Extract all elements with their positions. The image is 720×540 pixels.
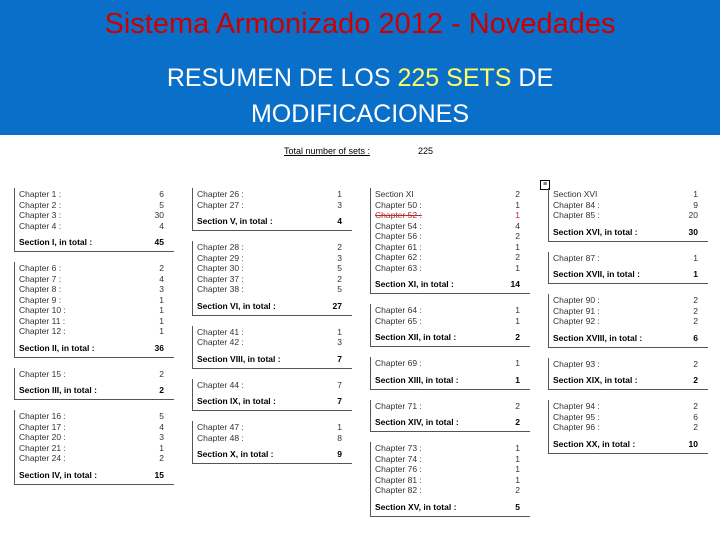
chapter-label: Chapter 41 : (197, 326, 244, 337)
chapter-row (197, 189, 352, 200)
chapter-label: Chapter 47 : (197, 422, 244, 432)
chapter-label: Chapter 37 : (197, 273, 244, 284)
chapter-count: 2 (337, 242, 342, 252)
chapter-label: Chapter 12 : (19, 326, 66, 336)
chapter-count: 5 (159, 411, 164, 421)
chapter-count: 1 (693, 252, 698, 263)
section-block (370, 188, 530, 294)
section-total-label: Section XII, in total : (375, 332, 457, 342)
chapter-label: Chapter 56 : (375, 231, 422, 241)
chapter-count: 5 (159, 199, 164, 210)
chapter-count: 2 (693, 305, 698, 316)
chapter-count: 1 (515, 315, 520, 326)
section-total-label: Section VI, in total : (197, 300, 276, 311)
chapter-row (19, 453, 174, 464)
chapter-row (375, 464, 530, 475)
subtitle-text-end: DE (511, 64, 554, 92)
section-block (548, 358, 708, 391)
column-4 (548, 188, 708, 464)
chapter-count: 30 (154, 210, 164, 220)
chapter-count: 1 (515, 474, 520, 485)
chapter-label: Chapter 6 : (19, 263, 62, 273)
section-block (192, 326, 352, 369)
chapter-count: 7 (337, 379, 342, 390)
chapter-label: Chapter 28 : (197, 242, 244, 252)
section-total-value: 10 (688, 438, 698, 449)
chapter-label: Chapter 1 : (19, 189, 62, 199)
page-subtitle (0, 60, 720, 132)
chapter-row (197, 433, 352, 444)
chapter-row (375, 221, 530, 232)
chapter-row (375, 252, 530, 263)
chapter-row (197, 327, 352, 338)
chapter-row (19, 274, 174, 285)
chapter-count: 2 (693, 358, 698, 369)
chapter-label: Chapter 92 : (553, 316, 600, 326)
chapter-label: Chapter 93 : (553, 358, 600, 369)
chapter-row (197, 242, 352, 253)
chapter-label: Chapter 7 : (19, 273, 62, 284)
chapter-label: Chapter 3 : (19, 210, 62, 220)
section-total-value: 14 (510, 279, 520, 289)
total-sets-value: 225 (418, 146, 434, 156)
chapter-label: Chapter 26 : (197, 189, 244, 199)
section-total-label: Section IV, in total : (19, 469, 98, 480)
chapter-row (197, 274, 352, 285)
section-total-row (197, 299, 352, 313)
section-total-label: Section XI, in total : (375, 279, 454, 289)
chapter-label: Chapter 30 : (197, 263, 244, 273)
chapter-label: Chapter 95 : (553, 411, 600, 422)
section-total-label: Section I, in total : (19, 237, 93, 247)
chapter-count: 2 (515, 485, 520, 495)
chapter-count: 1 (515, 262, 520, 273)
subtitle-sets: SETS (446, 64, 512, 92)
section-block (370, 357, 530, 390)
section-total-row (553, 437, 708, 451)
chapter-row (19, 221, 174, 232)
chapter-row (553, 422, 708, 433)
chapter-label: Chapter 21 : (19, 442, 66, 453)
section-total-value: 36 (154, 342, 164, 353)
chapter-row (19, 316, 174, 327)
chapter-row (553, 295, 708, 306)
section-total-label: Section XVI, in total : (553, 226, 638, 237)
chapter-label: Chapter 54 : (375, 220, 422, 231)
section-block (548, 252, 708, 285)
chapter-label: Chapter 38 : (197, 284, 244, 294)
chapter-label: Chapter 9 : (19, 294, 62, 305)
chapter-label: Chapter 94 : (553, 401, 600, 411)
chapter-count: 1 (337, 189, 342, 199)
chapter-row (553, 316, 708, 327)
section-total-value: 2 (693, 375, 698, 385)
chapter-row (553, 401, 708, 412)
section-total-row (375, 277, 530, 291)
section-total-value: 2 (159, 385, 164, 395)
section-total-label: Section IX, in total : (197, 396, 276, 406)
chapter-label: Chapter 8 : (19, 284, 62, 294)
section-total-row (197, 352, 352, 366)
section-block (548, 188, 708, 242)
chapter-row (375, 443, 530, 454)
chapter-row (19, 305, 174, 316)
chapter-row (375, 454, 530, 465)
chapter-row (197, 422, 352, 433)
section-total-value: 27 (332, 300, 342, 311)
chapter-label: Chapter 27 : (197, 199, 244, 210)
chapter-count: 4 (159, 220, 164, 231)
chapter-label: Chapter 71 : (375, 400, 422, 411)
section-total-label: Section X, in total : (197, 449, 274, 459)
section-total-value: 7 (337, 353, 342, 364)
chapter-row (375, 358, 530, 369)
chapter-label: Chapter 44 : (197, 379, 244, 390)
chapter-label: Chapter 17 : (19, 421, 66, 432)
section-total-row (19, 235, 174, 249)
chapter-count: 1 (693, 189, 698, 199)
chapter-count: 1 (159, 305, 164, 315)
chapter-row (375, 242, 530, 253)
section-total-row (375, 373, 530, 387)
section-block (14, 410, 174, 485)
section-total-value: 9 (337, 449, 342, 459)
section-total-value: 4 (337, 216, 342, 226)
chapter-count: 4 (159, 421, 164, 432)
chapter-row (19, 295, 174, 306)
section-block (370, 400, 530, 433)
chapter-count: 3 (159, 432, 164, 442)
section-block (548, 400, 708, 454)
section-block (14, 262, 174, 358)
chapter-row (375, 189, 530, 200)
chapter-count: 3 (337, 337, 342, 347)
chapter-count: 2 (693, 295, 698, 305)
chapter-count: 2 (515, 252, 520, 262)
chapter-row (553, 253, 708, 264)
chapter-label: Chapter 42 : (197, 337, 244, 347)
chapter-label: Chapter 48 : (197, 432, 244, 443)
chapter-count: 20 (688, 210, 698, 220)
section-total-label: Section XIX, in total : (553, 375, 638, 385)
chapter-row (19, 411, 174, 422)
section-total-value: 30 (688, 226, 698, 237)
chapter-label: Chapter 81 : (375, 474, 422, 485)
chapter-label: Chapter 64 : (375, 305, 422, 315)
section-total-value: 6 (693, 332, 698, 343)
section-total-value: 2 (515, 417, 520, 427)
section-total-row (19, 341, 174, 355)
chapter-count: 2 (159, 453, 164, 463)
section-total-row (375, 415, 530, 429)
chapter-row (19, 326, 174, 337)
chapter-label: Chapter 50 : (375, 199, 422, 210)
chapter-count: 3 (337, 252, 342, 263)
chapter-row (19, 369, 174, 380)
chapter-count: 1 (159, 294, 164, 305)
chapter-label: Section XVI (553, 189, 598, 199)
chapter-count: 4 (515, 220, 520, 231)
title-banner (0, 0, 720, 135)
section-total-value: 1 (515, 374, 520, 385)
section-total-row (553, 267, 708, 281)
chapter-row (19, 422, 174, 433)
chapter-label: Chapter 63 : (375, 262, 422, 273)
section-total-value: 45 (154, 237, 164, 247)
chapter-label: Section XI (375, 189, 414, 199)
chapter-row (197, 380, 352, 391)
section-total-row (375, 330, 530, 344)
chapter-row (375, 231, 530, 242)
section-total-row (19, 383, 174, 397)
chapter-row (553, 412, 708, 423)
section-block (14, 368, 174, 401)
section-block (548, 294, 708, 348)
section-total-row (197, 394, 352, 408)
chapter-row (375, 485, 530, 496)
section-total-label: Section XX, in total : (553, 438, 636, 449)
chapter-row (375, 200, 530, 211)
chapter-row (19, 210, 174, 221)
section-block (370, 442, 530, 517)
chapter-row (19, 284, 174, 295)
column-1 (14, 188, 174, 495)
chapter-row (197, 263, 352, 274)
chapter-label: Chapter 82 : (375, 485, 422, 495)
chapter-count: 1 (515, 443, 520, 453)
section-block (370, 304, 530, 347)
chapter-count: 1 (159, 315, 164, 326)
chapter-count: 2 (159, 368, 164, 379)
chapter-label: Chapter 52 : (375, 210, 422, 220)
chapter-count: 1 (515, 305, 520, 315)
chapter-count: 8 (337, 432, 342, 443)
total-sets-label: Total number of sets : (284, 146, 371, 156)
subtitle-text: RESUMEN DE LOS (166, 64, 398, 92)
chapter-row (553, 189, 708, 200)
section-total-label: Section II, in total : (19, 342, 95, 353)
total-sets-line (284, 146, 434, 156)
chapter-label: Chapter 85 : (553, 210, 600, 220)
section-total-label: Section XVIII, in total : (553, 332, 643, 343)
chapter-count: 2 (693, 422, 698, 432)
chapter-count: 2 (515, 400, 520, 411)
chapter-count: 2 (693, 316, 698, 326)
chapter-row (19, 432, 174, 443)
chapter-row (197, 200, 352, 211)
chapter-label: Chapter 11 : (19, 315, 66, 326)
chapter-label: Chapter 76 : (375, 464, 422, 474)
section-total-value: 2 (515, 332, 520, 342)
chapter-count: 5 (337, 263, 342, 273)
section-block (14, 188, 174, 252)
section-total-row (197, 447, 352, 461)
chapter-count: 1 (337, 326, 342, 337)
chapter-count: 1 (515, 453, 520, 464)
chapter-label: Chapter 20 : (19, 432, 66, 442)
chapter-row (375, 401, 530, 412)
chapter-label: Chapter 73 : (375, 443, 422, 453)
section-total-row (553, 225, 708, 239)
chapter-row (197, 337, 352, 348)
chapter-count: 2 (693, 401, 698, 411)
chapter-count: 1 (515, 464, 520, 474)
section-total-row (19, 468, 174, 482)
chapter-row (375, 475, 530, 486)
chapter-count: 2 (159, 263, 164, 273)
chapter-row (19, 189, 174, 200)
chapter-label: Chapter 61 : (375, 241, 422, 252)
chapter-count: 1 (337, 422, 342, 432)
chapter-label: Chapter 96 : (553, 422, 600, 432)
chapter-row (19, 443, 174, 454)
chapter-label: Chapter 62 : (375, 252, 422, 262)
chapter-label: Chapter 2 : (19, 199, 62, 210)
chapter-label: Chapter 87 : (553, 252, 600, 263)
chapter-count: 4 (159, 273, 164, 284)
checkbox-marker-icon: ≡ (540, 180, 550, 190)
chapter-label: Chapter 69 : (375, 358, 422, 368)
subtitle-count: 225 (397, 64, 440, 92)
section-total-value: 1 (693, 269, 698, 279)
section-total-row (197, 214, 352, 228)
section-block (192, 421, 352, 464)
section-total-label: Section XV, in total : (375, 501, 457, 512)
chapter-label: Chapter 65 : (375, 315, 422, 326)
chapter-label: Chapter 16 : (19, 411, 66, 421)
chapter-count: 2 (515, 189, 520, 199)
chapter-row (553, 210, 708, 221)
chapter-label: Chapter 74 : (375, 453, 422, 464)
chapter-row (553, 359, 708, 370)
chapter-label: Chapter 91 : (553, 305, 600, 316)
chapter-count: 3 (159, 284, 164, 294)
chapter-label: Chapter 15 : (19, 368, 66, 379)
chapter-count: 2 (515, 231, 520, 241)
chapter-count: 1 (515, 241, 520, 252)
chapter-count: 1 (515, 358, 520, 368)
chapter-row (197, 284, 352, 295)
section-total-label: Section XVII, in total : (553, 269, 640, 279)
section-block (192, 188, 352, 231)
section-total-row (553, 373, 708, 387)
chapter-count: 1 (515, 199, 520, 210)
chapter-label: Chapter 90 : (553, 295, 600, 305)
chapter-row (375, 263, 530, 274)
subtitle-line-2: MODIFICACIONES (250, 100, 470, 128)
chapter-count: 6 (693, 411, 698, 422)
chapter-row (19, 200, 174, 211)
section-total-label: Section III, in total : (19, 385, 97, 395)
section-total-row (375, 500, 530, 514)
section-total-value: 5 (515, 501, 520, 512)
chapter-row (553, 200, 708, 211)
chapter-count: 1 (159, 326, 164, 336)
page-title: Sistema Armonizado 2012 - Novedades (104, 8, 616, 40)
chapter-count: 3 (337, 199, 342, 210)
chapter-row (375, 210, 530, 221)
chapter-label: Chapter 10 : (19, 305, 66, 315)
section-total-row (553, 331, 708, 345)
chapter-row (375, 316, 530, 327)
chapter-count: 1 (159, 442, 164, 453)
chapter-label: Chapter 4 : (19, 220, 62, 231)
section-total-label: Section XIII, in total : (375, 374, 459, 385)
chapter-count: 5 (337, 284, 342, 294)
chapter-row (553, 306, 708, 317)
chapter-label: Chapter 29 : (197, 252, 244, 263)
section-total-value: 7 (337, 396, 342, 406)
chapter-count: 9 (693, 199, 698, 210)
column-3 (370, 188, 530, 527)
chapter-count: 2 (337, 273, 342, 284)
chapter-row (19, 263, 174, 274)
chapter-label: Chapter 24 : (19, 453, 66, 463)
chapter-count: 6 (159, 189, 164, 199)
section-total-value: 15 (154, 469, 164, 480)
chapter-count: 1 (515, 210, 520, 220)
chapter-row (197, 253, 352, 264)
chapter-row (375, 305, 530, 316)
section-block (192, 241, 352, 316)
section-block (192, 379, 352, 412)
column-2 (192, 188, 352, 474)
section-total-label: Section XIV, in total : (375, 417, 459, 427)
chapter-label: Chapter 84 : (553, 199, 600, 210)
section-total-label: Section VIII, in total : (197, 353, 281, 364)
section-total-label: Section V, in total : (197, 216, 273, 226)
